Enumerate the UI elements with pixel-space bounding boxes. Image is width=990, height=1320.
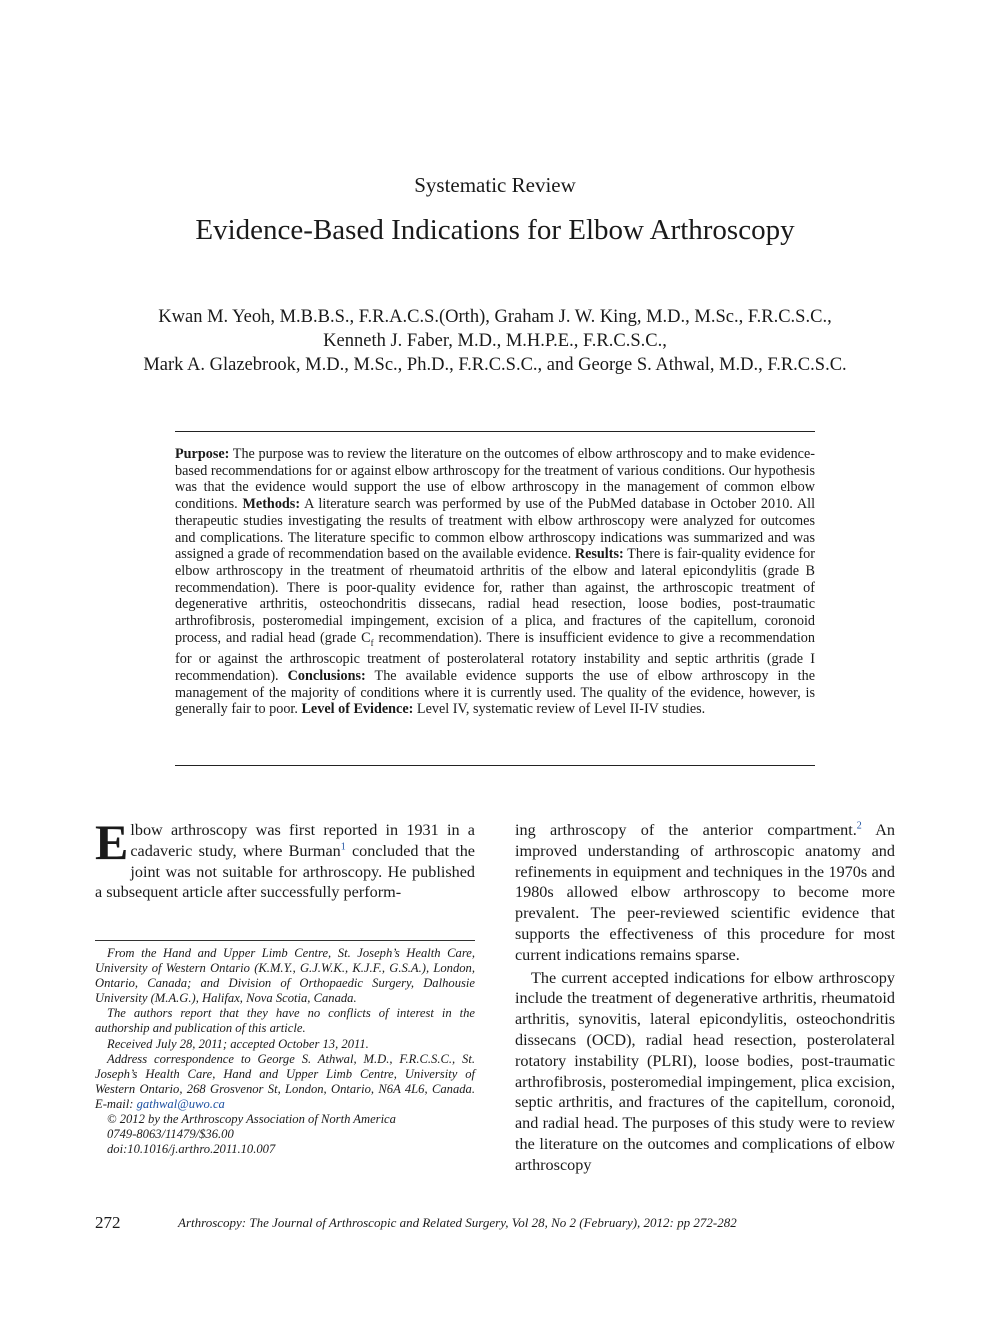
received-note: Received July 28, 2011; accepted October 13, 2011.: [107, 1036, 369, 1051]
level-label: Level of Evidence:: [301, 701, 414, 718]
methods-text: A literature search was performed by use of the PubMed database in October 2010. All therapeutic studies investigating the results of treatment with elbow arthroscopy were analyzed for outcomes and complications. The literature specific to common elbow arthroscopy indications was summarized and was assigned a grade of recommendation based on the available evidence.: [175, 496, 816, 563]
body-column-right: [515, 820, 895, 1176]
copyright-note: © 2012 by the Arthroscopy Association of North America: [107, 1112, 396, 1127]
methods-label: Methods:: [242, 496, 301, 513]
article-title: Evidence-Based Indications for Elbow Arthroscopy: [195, 214, 795, 246]
abstract-bottom-rule: [175, 765, 815, 766]
body-paragraph: The current accepted indications for elbow arthroscopy include the treatment of degenerative arthritis, rheumatoid arthritis, synovitis, lateral epicondylitis, osteochondritis dissecans (OCD), radial head resection, posterolateral rotatory instability (PLRI), loose bodies, post-traumatic arthrofibrosis, posteromedial impingement, plica excision, septic arthritis, and fractures of the capitellum, coronoid, and radial head. The purposes of this study were to review the literature on the outcomes and complications of elbow arthroscopy: [515, 968, 895, 1174]
author-line: Kwan M. Yeoh, M.B.B.S., F.R.A.C.S.(Orth), Graham J. W. King, M.D., M.Sc., F.R.C.S.C.,: [158, 307, 832, 327]
drop-cap: E: [95, 814, 129, 870]
reference-link[interactable]: 2: [856, 820, 862, 832]
conclusions-text: The available evidence supports the use of elbow arthroscopy in the management of the majority of conditions where it is currently used. The quality of the evidence, however, is generally fair to poor.: [175, 667, 815, 718]
footnotes: [95, 946, 475, 1157]
intro-text: lbow arthroscopy was first reported in 1931 in a cadaveric study, where Burman: [130, 821, 475, 860]
body-column-left: [95, 814, 475, 903]
footnote-rule: [95, 940, 475, 941]
abstract-top-rule: [175, 431, 815, 432]
body-text: ing arthroscopy of the anterior compartment.: [515, 821, 857, 839]
doi-note: doi:10.1016/j.arthro.2011.10.007: [107, 1142, 276, 1157]
grade-subscript: f: [370, 637, 374, 648]
level-text: Level IV, systematic review of Level II-IV studies.: [416, 701, 706, 718]
author-line: Mark A. Glazebrook, M.D., M.Sc., Ph.D., F.R.C.S.C., and George S. Athwal, M.D., F.R.C.S.C.: [143, 355, 847, 375]
results-text-cont: recommendation). There is insufficient evidence to give a recommendation for or against the arthroscopic treatment of posterolateral rotatory instability and septic arthritis (grade I recommendation).: [175, 629, 815, 684]
journal-citation: Arthroscopy: The Journal of Arthroscopic and Related Surgery, Vol 28, No 2 (February), 2012: pp 272-282: [178, 1215, 737, 1230]
conflicts-note: The authors report that they have no conflicts of interest in the authorship and publication of this article.: [95, 1006, 475, 1036]
purpose-text: The purpose was to review the literature on the outcomes of elbow arthroscopy and to make evidence-based recommendations for or against elbow arthroscopy for the treatment of various conditions. Our hypothesis was that the evidence would support the use of elbow arthroscopy in the management of common elbow conditions.: [175, 446, 815, 513]
conclusions-label: Conclusions:: [287, 667, 366, 684]
issn-note: 0749-8063/11479/$36.00: [107, 1127, 234, 1142]
section-label: Systematic Review: [414, 173, 576, 197]
author-line: Kenneth J. Faber, M.D., M.H.P.E., F.R.C.S.C.,: [323, 331, 667, 351]
purpose-label: Purpose:: [175, 446, 230, 462]
intro-text-cont: concluded that the joint was not suitable for arthroscopy. He published a subsequent article after successfully perform-: [95, 841, 475, 902]
abstract: [175, 446, 815, 718]
correspondence-text: Address correspondence to George S. Athwal, M.D., F.R.C.S.C., St. Joseph’s Health Care, Hand and Upper Limb Centre, University of Western Ontario, 268 Grosvenor St, London, Ontario, N6A 4L6, Canada. E-mail:: [95, 1051, 475, 1111]
results-label: Results:: [574, 546, 624, 563]
affiliation-note: From the Hand and Upper Limb Centre, St. Joseph’s Health Care, University of Western Ontario (K.M.Y., G.J.W.K., K.J.F., G.S.A.), London, Ontario, Canada; and Division of Orthopaedic Surgery, Dalhousie University (M.A.G.), Halifax, Nova Scotia, Canada.: [95, 946, 475, 1006]
email-link[interactable]: gathwal@uwo.ca: [136, 1096, 225, 1111]
page-number: 272: [95, 1213, 121, 1232]
correspondence-note: [95, 1052, 475, 1112]
author-list: [60, 305, 930, 377]
body-text-cont: An improved understanding of arthroscopic anatomy and refinements in equipment and techniques in the 1970s and 1980s allowed elbow arthroscopy to become more prevalent. The peer-reviewed scientific evidence that supports the effectiveness of this procedure for most current indications remains sparse.: [515, 821, 895, 964]
results-text: There is fair-quality evidence for elbow arthroscopy in the treatment of rheumatoid arthritis of the elbow and lateral epicondylitis (grade B recommendation). There is poor-quality evidence for, rather than against, the arthroscopic treatment of degenerative arthritis, osteochondritis dissecans, radial head resection, loose bodies, post-traumatic arthrofibrosis, posteromedial impingement, excision of a plica, and fractures of the capitellum, coronoid process, and radial head (grade C: [175, 546, 815, 646]
reference-link[interactable]: 1: [340, 841, 346, 853]
